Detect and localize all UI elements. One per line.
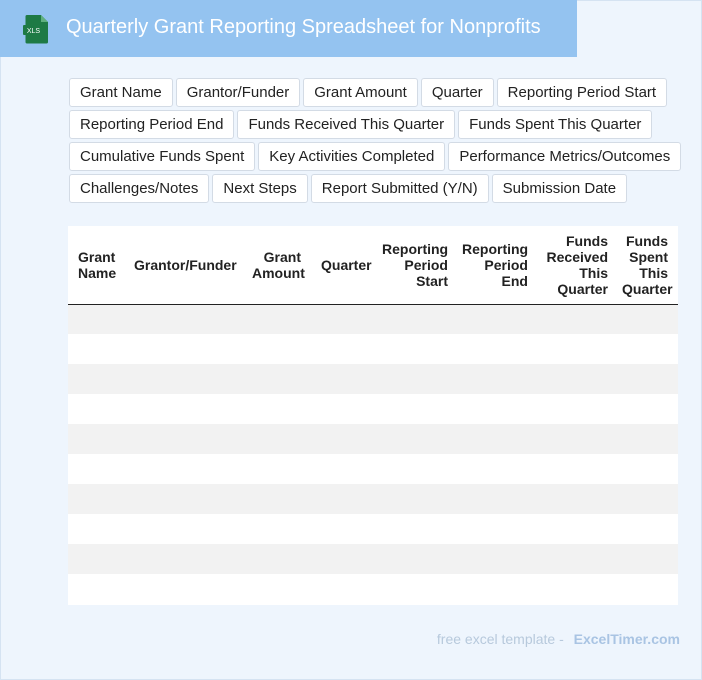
table-cell[interactable] xyxy=(378,334,458,364)
field-tag[interactable]: Grantor/Funder xyxy=(176,78,301,107)
table-cell[interactable] xyxy=(538,514,618,544)
xls-icon-label: XLS xyxy=(26,28,41,35)
field-tag[interactable]: Funds Spent This Quarter xyxy=(458,110,652,139)
field-tag[interactable]: Funds Received This Quarter xyxy=(237,110,455,139)
table-cell[interactable] xyxy=(124,514,248,544)
table-cell[interactable] xyxy=(538,574,618,604)
table-cell[interactable] xyxy=(618,304,678,334)
table-cell[interactable] xyxy=(378,544,458,574)
table-cell[interactable] xyxy=(378,514,458,544)
field-tag[interactable]: Grant Name xyxy=(69,78,173,107)
column-header: Grantor/Funder xyxy=(124,226,248,304)
table-cell[interactable] xyxy=(538,334,618,364)
column-header: Funds Spent This Quarter xyxy=(618,226,678,304)
table-cell[interactable] xyxy=(458,454,538,484)
table-cell[interactable] xyxy=(458,304,538,334)
table-row xyxy=(68,394,678,424)
field-tag[interactable]: Challenges/Notes xyxy=(69,174,209,203)
table-cell[interactable] xyxy=(311,514,378,544)
table-cell[interactable] xyxy=(248,574,311,604)
table-cell[interactable] xyxy=(378,424,458,454)
table-cell[interactable] xyxy=(124,334,248,364)
field-tag[interactable]: Next Steps xyxy=(212,174,307,203)
table-row xyxy=(68,364,678,394)
field-tag[interactable]: Submission Date xyxy=(492,174,627,203)
table-cell[interactable] xyxy=(124,394,248,424)
table-cell[interactable] xyxy=(458,574,538,604)
table-cell[interactable] xyxy=(618,334,678,364)
table-cell[interactable] xyxy=(538,454,618,484)
field-tag[interactable]: Report Submitted (Y/N) xyxy=(311,174,489,203)
table-cell[interactable] xyxy=(248,514,311,544)
footer-credit xyxy=(437,631,680,647)
table-cell[interactable] xyxy=(458,364,538,394)
table-cell[interactable] xyxy=(618,424,678,454)
data-table-container xyxy=(68,226,678,605)
column-header: Funds Received This Quarter xyxy=(538,226,618,304)
table-cell[interactable] xyxy=(248,364,311,394)
table-cell[interactable] xyxy=(311,334,378,364)
table-row xyxy=(68,484,678,514)
field-tag[interactable]: Reporting Period End xyxy=(69,110,234,139)
table-cell[interactable] xyxy=(68,394,124,424)
table-cell[interactable] xyxy=(248,544,311,574)
table-cell[interactable] xyxy=(68,574,124,604)
field-tag-list xyxy=(69,78,689,206)
table-header-row xyxy=(68,226,678,304)
table-cell[interactable] xyxy=(68,424,124,454)
table-row xyxy=(68,544,678,574)
footer-brand-link[interactable]: ExcelTimer.com xyxy=(573,631,680,647)
table-cell[interactable] xyxy=(378,364,458,394)
table-cell[interactable] xyxy=(618,484,678,514)
table-cell[interactable] xyxy=(248,304,311,334)
table-cell[interactable] xyxy=(124,424,248,454)
table-row xyxy=(68,514,678,544)
table-cell[interactable] xyxy=(311,304,378,334)
table-cell[interactable] xyxy=(124,304,248,334)
field-tag[interactable]: Cumulative Funds Spent xyxy=(69,142,255,171)
table-row xyxy=(68,304,678,334)
table-cell[interactable] xyxy=(311,454,378,484)
table-cell[interactable] xyxy=(378,574,458,604)
table-cell[interactable] xyxy=(124,574,248,604)
table-cell[interactable] xyxy=(248,484,311,514)
table-cell[interactable] xyxy=(68,454,124,484)
table-cell[interactable] xyxy=(538,304,618,334)
table-cell[interactable] xyxy=(618,514,678,544)
table-cell[interactable] xyxy=(378,484,458,514)
table-cell[interactable] xyxy=(311,424,378,454)
table-cell[interactable] xyxy=(378,394,458,424)
page-title: Quarterly Grant Reporting Spreadsheet for Nonprofits xyxy=(66,16,541,38)
table-cell[interactable] xyxy=(124,364,248,394)
xls-file-icon xyxy=(22,14,51,44)
column-header: Grant Name xyxy=(68,226,124,304)
column-header: Grant Amount xyxy=(248,226,311,304)
table-cell[interactable] xyxy=(458,394,538,424)
table-cell[interactable] xyxy=(458,484,538,514)
table-cell[interactable] xyxy=(458,544,538,574)
table-cell[interactable] xyxy=(68,544,124,574)
field-tag[interactable]: Key Activities Completed xyxy=(258,142,445,171)
field-tag[interactable]: Quarter xyxy=(421,78,494,107)
table-cell[interactable] xyxy=(248,424,311,454)
table-cell[interactable] xyxy=(538,484,618,514)
table-cell[interactable] xyxy=(538,394,618,424)
table-cell[interactable] xyxy=(538,544,618,574)
table-row xyxy=(68,454,678,484)
table-cell[interactable] xyxy=(124,544,248,574)
table-cell[interactable] xyxy=(124,484,248,514)
table-cell[interactable] xyxy=(618,394,678,424)
table-cell[interactable] xyxy=(68,364,124,394)
table-cell[interactable] xyxy=(618,364,678,394)
table-cell[interactable] xyxy=(248,454,311,484)
field-tag[interactable]: Performance Metrics/Outcomes xyxy=(448,142,681,171)
table-cell[interactable] xyxy=(248,334,311,364)
table-cell[interactable] xyxy=(618,544,678,574)
table-cell[interactable] xyxy=(311,544,378,574)
table-cell[interactable] xyxy=(538,364,618,394)
table-cell[interactable] xyxy=(124,454,248,484)
table-cell[interactable] xyxy=(248,394,311,424)
grant-report-table xyxy=(68,226,678,604)
table-cell[interactable] xyxy=(311,574,378,604)
title-bar xyxy=(0,0,577,57)
table-cell[interactable] xyxy=(311,364,378,394)
table-cell[interactable] xyxy=(618,574,678,604)
table-row xyxy=(68,334,678,364)
table-cell[interactable] xyxy=(311,394,378,424)
table-cell[interactable] xyxy=(68,304,124,334)
table-cell[interactable] xyxy=(618,454,678,484)
table-row xyxy=(68,574,678,604)
table-cell[interactable] xyxy=(538,424,618,454)
table-cell[interactable] xyxy=(458,334,538,364)
column-header: Quarter xyxy=(311,226,378,304)
table-cell[interactable] xyxy=(458,514,538,544)
table-cell[interactable] xyxy=(378,454,458,484)
footer-prefix: free excel template - xyxy=(436,631,564,647)
table-cell[interactable] xyxy=(378,304,458,334)
field-tag[interactable]: Grant Amount xyxy=(303,78,418,107)
column-header: Reporting Period Start xyxy=(378,226,458,304)
table-row xyxy=(68,424,678,454)
table-body xyxy=(68,304,678,604)
table-cell[interactable] xyxy=(458,424,538,454)
table-cell[interactable] xyxy=(68,334,124,364)
table-cell[interactable] xyxy=(68,484,124,514)
table-cell[interactable] xyxy=(311,484,378,514)
field-tag[interactable]: Reporting Period Start xyxy=(497,78,667,107)
table-cell[interactable] xyxy=(68,514,124,544)
column-header: Reporting Period End xyxy=(458,226,538,304)
